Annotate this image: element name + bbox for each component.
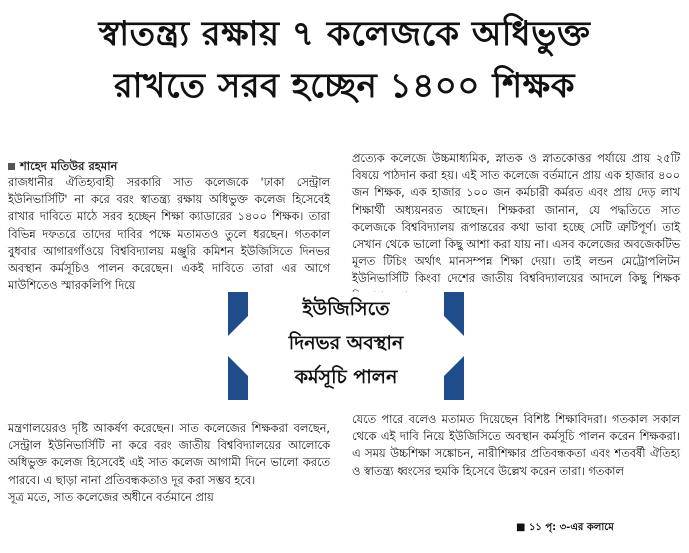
right-paragraph-1: প্রত্যেক কলেজে উচ্চমাধ্যমিক, স্নাতক ও স্নাতকোত্তর পর্যায়ে প্রায় ২৫টি বিষয়ে পাঠদান করা হয়। এই সাত কলেজে বর্তমানে প্রায় এক হাজার ৪০০ জন শিক্ষক, এক হাজার ১০০ জন কর্মচারী কর্মরত এবং প্রায় দেড় লাখ শিক্ষার্থী অধ্যয়নরত আছেন। শিক্ষকরা জানান, যে পদ্ধতিতে সাত কলেজকে বিশ্ববিদ্যালয় রূপান্তরের কথা ভাবা হচ্ছে সেটি ত্রুটিপূর্ণ। তাই সেখান থেকে ভালো কিছু আশা করা যায় না। এসব কলেজের অবজেকটিভ মূলত টিচিং অর্থাৎ মানসম্পন্ন শিক্ষা দেয়া। তাই লন্ডন মেট্রোপলিটন ইউনিভার্সিটি কিংবা দেশের জাতীয় বিশ্ববিদ্যালয়ের আদলে কিছু শিক্ষক: [352, 152, 680, 286]
byline-author: শাহেদ মতিউর রহমান: [20, 159, 118, 173]
continuation-square-icon: ■: [516, 522, 529, 533]
pull-quote-line-3: কর্মসূচি পালন: [294, 366, 398, 388]
continuation-text: ১১ পৃ: ৩-এর কলামে: [528, 522, 614, 533]
headline-line-1: স্বাতন্ত্র্য রক্ষায় ৭ কলেজকে অধিভুক্ত: [98, 14, 591, 54]
left-paragraph-1: রাজধানীর ঐতিহ্যবাহী সরকারি সাত কলেজকে 'ঢাকা সেন্ট্রাল ইউনিভার্সিটি' না করে বরং স্বাতন্ত্র্য রক্ষায় অধিভুক্ত কলেজ হিসেবেই রাখার দাবিতে মাঠে সরব হচ্ছেন শিক্ষা ক্যাডারের ১৪০০ শিক্ষক। তারা বিভিন্ন দফতরে তাদের দাবির পক্ষে মতামতও তুলে ধরছেন। গতকাল বুধবার আগারগাঁওয়ে বিশ্ববিদ্যালয় মঞ্জুরি কমিশন ইউজিসিতে দিনভর অবস্থান কর্মসূচিও পালন করেছেন। একই দাবিতে তারা এর আগে মাউশিতেও স্মারকলিপি দিয়ে: [8, 176, 330, 293]
left-column: [8, 174, 330, 294]
byline-square-icon: [8, 163, 15, 170]
right-column: [352, 150, 680, 305]
pull-quote-line-1: ইউজিসিতে: [302, 298, 390, 320]
left-paragraph-3: সূত্র মতে, সাত কলেজের অধীনে বর্তমানে প্রায়: [8, 490, 214, 504]
headline-line-2: রাখতে সরব হচ্ছেন ১৪০০ শিক্ষক: [113, 66, 575, 106]
pull-quote: [228, 292, 464, 400]
continuation-note: [516, 520, 614, 537]
right-paragraph-2: যেতে পারে বলেও মতামত দিয়েছেন বিশিষ্ট শিক্ষাবিদরা। গতকাল সকাল থেকে এই দাবি নিয়ে ইউজিসিতে অবস্থান কর্মসূচি পালন করেন শিক্ষকরা। এ সময় উচ্চশিক্ষা সঙ্কোচন, নারীশিক্ষার প্রতিবন্ধকতা এবং শতবর্ষী ঐতিহ্য ও স্বাতন্ত্র্য ধ্বংসের হুমকি হিসেবে উল্লেখ করেন তারা। গতকাল: [352, 413, 680, 478]
left-paragraph-2: মন্ত্রণালয়েরও দৃষ্টি আকর্ষণ করেছেন। সাত কলেজের শিক্ষকরা বলছেন, সেন্ট্রাল ইউনিভার্সিটি না করে বরং জাতীয় বিশ্ববিদ্যালয়ের আলোকে অধিভুক্ত কলেজ হিসেবেই এই সাত কলেজ আগামী দিনে ভালো করতে পারবে। এ ছাড়া নানা প্রতিবন্ধকতাও দূর করা সম্ভব হবে।: [8, 422, 330, 487]
left-column-lower: [8, 420, 330, 506]
pull-quote-text: [248, 292, 444, 400]
pull-quote-line-2: দিনভর অবস্থান: [288, 332, 404, 354]
headline: [0, 8, 689, 112]
right-column-lower: [352, 411, 680, 480]
